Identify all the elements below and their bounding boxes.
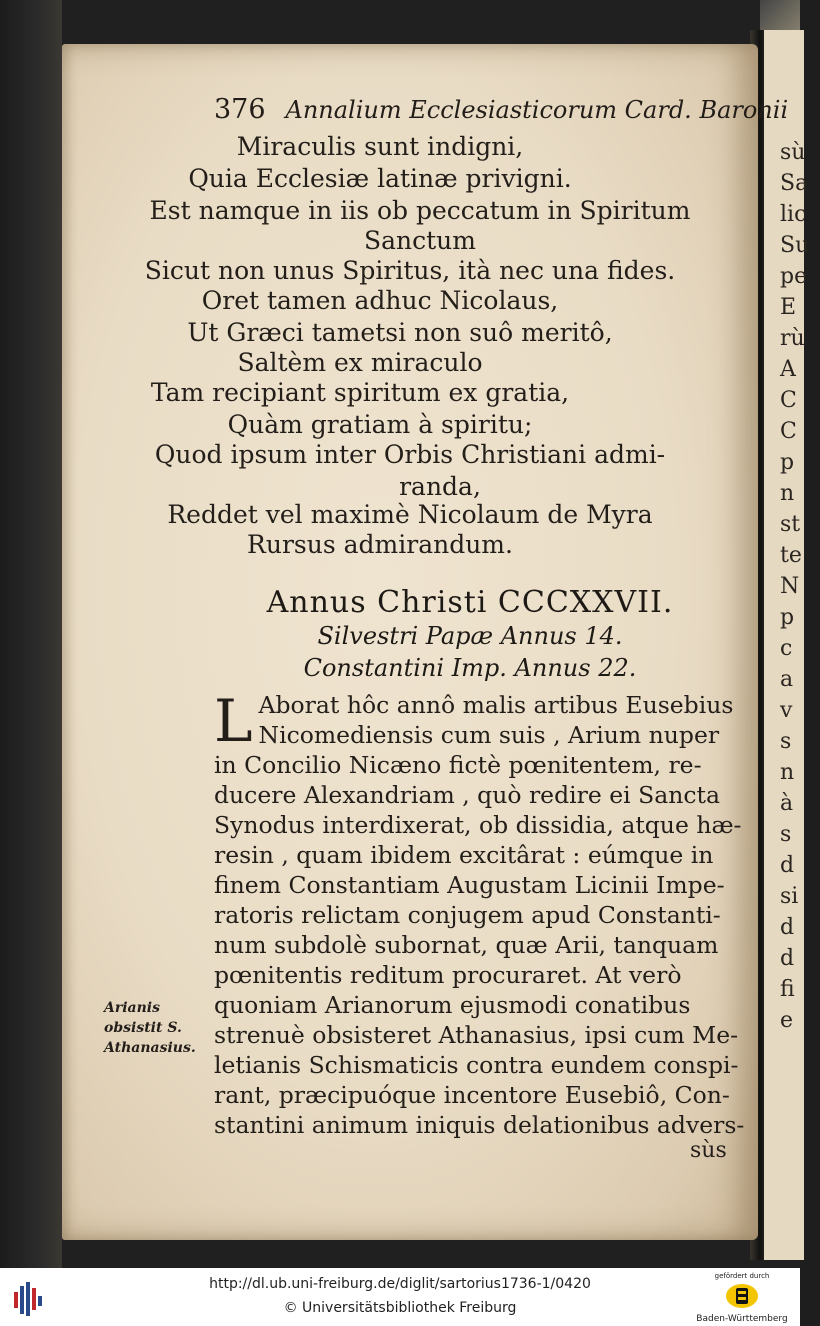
verse-line: Miraculis sunt indigni,: [236, 132, 524, 161]
paragraph-line: Synodus interdixerat, ob dissidia, atque hæ-: [214, 811, 742, 839]
verse-line: Quàm gratiam à spiritu;: [227, 410, 533, 439]
facing-page-fragment: lic: [780, 202, 807, 227]
facing-page-fragment: p: [780, 450, 795, 475]
pope-year-line: Silvestri Papæ Annus 14.: [317, 622, 623, 650]
facing-page-fragment: fi: [780, 977, 795, 1002]
permalink-url[interactable]: http://dl.ub.uni-freiburg.de/diglit/sartorius1736-1/0420: [209, 1276, 591, 1292]
paragraph-line: rant, præcipuóque incentore Eusebiô, Con-: [214, 1081, 730, 1109]
coat-of-arms-icon: [724, 1282, 760, 1310]
verse-line: Sicut non unus Spiritus, ità nec una fides.: [144, 256, 676, 285]
paragraph-line: stantini animum iniquis delationibus advers-: [214, 1111, 745, 1139]
sponsor-caption: gefördert durch: [714, 1272, 770, 1280]
facing-page-fragment: s: [780, 822, 792, 847]
margin-note-line: Athanasius.: [104, 1040, 196, 1056]
margin-note-line: Arianis: [104, 1000, 161, 1016]
facing-page-fragment: d: [780, 853, 795, 878]
facing-page-fragment: st: [780, 512, 801, 537]
page-number: 376: [214, 94, 266, 125]
facing-page-fragment: pe: [780, 264, 808, 289]
margin-note-line: obsistit S.: [104, 1020, 182, 1036]
verse-line: Saltèm ex miraculo: [237, 348, 483, 377]
facing-page-fragment: s: [780, 729, 792, 754]
body-paragraph: [214, 687, 745, 1140]
facing-page-fragment: v: [780, 698, 793, 723]
catchword: sùs: [690, 1138, 727, 1163]
facing-page-fragment: n: [780, 760, 795, 785]
verse-line: randa,: [399, 472, 481, 501]
paragraph-line: finem Constantiam Augustam Licinii Impe-: [214, 871, 725, 899]
sponsor-logo: [692, 1272, 792, 1324]
paragraph-line: Nicomediensis cum suis , Arium nuper: [258, 721, 720, 749]
verse-line: Oret tamen adhuc Nicolaus,: [201, 286, 559, 315]
facing-page-fragment: sù: [780, 140, 806, 165]
facing-page-fragment: n: [780, 481, 795, 506]
facing-page-fragment: d: [780, 946, 795, 971]
verse-line: Est namque in iis ob peccatum in Spiritum: [149, 196, 691, 225]
verse-line: Reddet vel maximè Nicolaum de Myra: [167, 500, 653, 529]
margin-note: [104, 998, 214, 1058]
paragraph-line: quoniam Arianorum ejusmodi conatibus: [214, 991, 691, 1019]
year-heading: Annus Christi CCCXXVII.: [266, 585, 674, 620]
facing-page-fragment: C: [780, 419, 797, 444]
facing-page-fragment: A: [780, 357, 796, 382]
paragraph-line: num subdolè subornat, quæ Arii, tanquam: [214, 931, 719, 959]
emperor-year-line: Constantini Imp. Annus 22.: [303, 654, 637, 682]
drop-capital: L: [214, 687, 253, 755]
facing-page-fragment: à: [780, 791, 794, 816]
running-title: Annalium Ecclesiasticorum Card. Baronii: [285, 96, 789, 124]
facing-page-fragment: e: [780, 1008, 794, 1033]
facing-page-fragment: C: [780, 388, 797, 413]
verse-line: Tam recipiant spiritum ex gratia,: [150, 378, 570, 407]
facing-page-fragment: te: [780, 543, 802, 568]
sponsor-name: Baden-Württemberg: [696, 1314, 788, 1324]
paragraph-line: pœnitentis reditum procuraret. At verò: [214, 961, 682, 989]
facing-page-fragment: c: [780, 636, 793, 661]
verse-line: Sanctum: [364, 226, 476, 255]
facing-page-fragment: p: [780, 605, 795, 630]
copyright-text: © Universitätsbibliothek Freiburg: [283, 1300, 517, 1316]
facing-page-fragment: Su: [780, 233, 810, 258]
verse-line: Ut Græci tametsi non suô meritô,: [187, 318, 613, 347]
paragraph-line: resin , quam ibidem excitârat : eúmque in: [214, 841, 714, 869]
facing-page-fragment: a: [780, 667, 794, 692]
paragraph-line: ratoris relictam conjugem apud Constanti-: [214, 901, 721, 929]
paragraph-line: Aborat hôc annô malis artibus Eusebius: [258, 691, 734, 719]
running-head: [214, 94, 789, 132]
facing-page-fragment: rù: [780, 326, 805, 351]
facing-page-fragment: N: [780, 574, 800, 599]
paragraph-line: ducere Alexandriam , quò redire ei Sancta: [214, 781, 721, 809]
paragraph-line: strenuè obsisteret Athanasius, ipsi cum Me-: [214, 1021, 739, 1049]
verse-line: Quod ipsum inter Orbis Christiani admi-: [154, 440, 666, 469]
paragraph-line: letianis Schismaticis contra eundem conspi-: [214, 1051, 739, 1079]
facing-page-fragment: d: [780, 915, 795, 940]
verse-line: Rursus admirandum.: [247, 530, 513, 559]
paragraph-line: in Concilio Nicæno fictè pœnitentem, re-: [214, 751, 702, 779]
facing-page-fragment: E: [780, 295, 797, 320]
facing-page-fragment: Sa: [780, 171, 809, 196]
verse-line: Quia Ecclesiæ latinæ privigni.: [188, 164, 572, 193]
facing-page-fragment: si: [780, 884, 799, 909]
